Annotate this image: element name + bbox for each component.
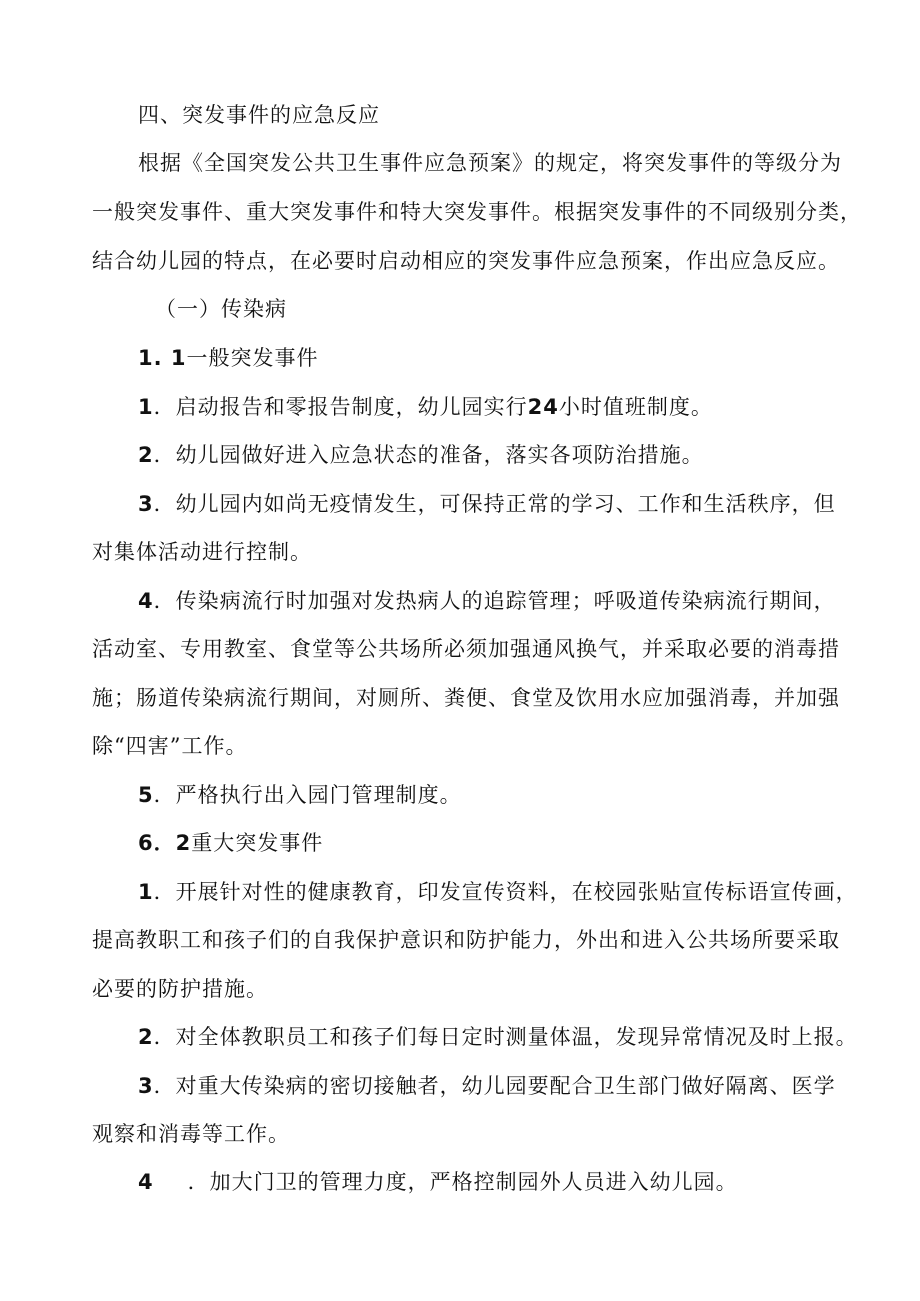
major-heading [138,828,323,858]
general-item-4-cont-3: 除“四害”工作。 [92,734,248,758]
item-text: ．对全体教职员工和孩子们每日定时测量体温，发现异常情况及时上报。 [153,1025,858,1049]
general-heading [138,343,319,373]
item-number: 2 [138,443,154,467]
item-text: ．严格执行出入园门管理制度。 [153,783,462,807]
major-item-3-cont: 观察和消毒等工作。 [92,1122,290,1146]
major-item-4 [138,1167,738,1197]
item-text: ．幼儿园内如尚无疫情发生，可保持正常的学习、工作和生活秩序，但 [153,492,836,516]
item-text: ．对重大传染病的密切接触者，幼儿园要配合卫生部门做好隔离、医学 [153,1074,836,1098]
item-number: 4 [138,589,154,613]
intro-line-2: 一般突发事件、重大突发事件和特大突发事件。根据突发事件的不同级别分类， [92,200,862,224]
major-item-2 [138,1022,858,1052]
major-item-1-cont-2: 必要的防护措施。 [92,977,268,1001]
item-number: 1 [138,880,154,904]
item-text: ．加大门卫的管理力度，严格控制园外人员进入幼儿园。 [187,1170,738,1194]
major-heading-text: 重大突发事件 [191,831,324,855]
subsection-title: （一）传染病 [155,297,287,321]
general-item-4-cont-1: 活动室、专用教室、食堂等公共场所必须加强通风换气，并采取必要的消毒措 [92,637,840,661]
item-number: 5 [138,783,154,807]
item-number: 3 [138,1074,154,1098]
item-text: ．传染病流行时加强对发热病人的追踪管理；呼吸道传染病流行期间， [153,589,836,613]
item-text: 小时值班制度。 [558,395,713,419]
major-item-3 [138,1071,836,1101]
item-text: ．开展针对性的健康教育，印发宣传资料，在校园张贴宣传标语宣传画， [153,880,858,904]
general-item-3 [138,489,836,519]
general-item-1 [138,392,713,422]
general-item-2 [138,440,704,470]
item-number: 4 [138,1170,154,1194]
item-text: ．启动报告和零报告制度，幼儿园实行 [153,395,528,419]
item-text: ．幼儿园做好进入应急状态的准备，落实各项防治措施。 [153,443,704,467]
section-title: 四、突发事件的应急反应 [138,103,380,127]
general-heading-text: 一般突发事件 [186,346,319,370]
general-item-3-cont: 对集体活动进行控制。 [92,540,312,564]
major-item-1 [138,877,858,907]
item-number: 2 [138,1025,154,1049]
intro-line-1: 根据《全国突发公共卫生事件应急预案》的规定，将突发事件的等级分为 [138,151,842,175]
major-item-1-cont-1: 提高教职工和孩子们的自我保护意识和防护能力，外出和进入公共场所要采取 [92,928,840,952]
item-number: 1 [138,395,154,419]
item-text-number: 24 [527,395,559,419]
general-heading-number: 1. 1 [138,346,187,370]
major-heading-number: 6．2 [138,831,192,855]
general-item-4-cont-2: 施；肠道传染病流行期间，对厕所、粪便、食堂及饮用水应加强消毒，并加强 [92,686,840,710]
item-number: 3 [138,492,154,516]
intro-line-3: 结合幼儿园的特点，在必要时启动相应的突发事件应急预案，作出应急反应。 [92,249,840,273]
general-item-5 [138,780,462,810]
general-item-4 [138,586,836,616]
